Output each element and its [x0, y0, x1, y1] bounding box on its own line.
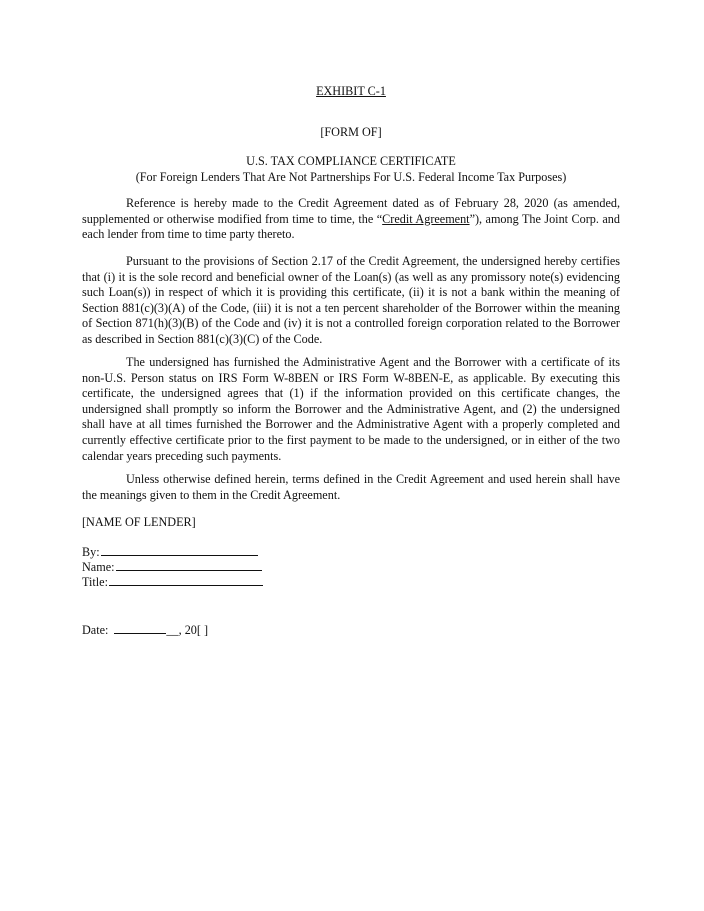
paragraph-furnished-form: The undersigned has furnished the Administrative Agent and the Borrower with a certificate of its non-U.S. Person status on IRS Form W-8BEN or IRS Form W-8BEN-E, as applicable. By executing this certificate, the undersigned agrees that (1) if the information provided on this certificate changes, the undersigned shall promptly so inform the Borrower and the Administrative Agent, and (2) the undersigned shall have at all times furnished the Borrower and the Administrative Agent with a properly completed and currently effective certificate prior to the first payment to be made to the undersigned, or in either of the two calendar years preceding such payments. — [82, 355, 620, 463]
paragraph-reference-text-end: ”), among The Joint Corp. and each lender from time to time party thereto. — [82, 211, 620, 242]
name-blank[interactable] — [116, 559, 262, 571]
certificate-title-line1: U.S. TAX COMPLIANCE CERTIFICATE — [246, 154, 456, 168]
signature-title-line — [82, 574, 282, 590]
lender-name-placeholder: [NAME OF LENDER] — [82, 515, 196, 529]
date-month-blank[interactable] — [114, 622, 166, 634]
title-blank[interactable] — [109, 574, 263, 586]
date-year-text: __, 20[ ] — [166, 623, 209, 637]
certificate-title — [82, 154, 620, 185]
exhibit-heading: EXHIBIT C-1 — [316, 84, 386, 98]
name-label: Name: — [82, 560, 115, 574]
title-label: Title: — [82, 575, 108, 589]
by-blank[interactable] — [101, 544, 258, 556]
paragraph-reference — [82, 196, 620, 243]
paragraph-certification: Pursuant to the provisions of Section 2.17 of the Credit Agreement, the undersigned hereby certifies that (i) it is the sole record and beneficial owner of the Loan(s) (as well as any promissory note(s) evidencing such Loan(s)) in respect of which it is providing this certificate, (ii) it is not a bank within the meaning of Section 881(c)(3)(A) of the Code, (iii) it is not a ten percent shareholder of the Borrower within the meaning of Section 871(h)(3)(B) of the Code and (iv) it is not a controlled foreign corporation related to the Borrower as described in Section 881(c)(3)(C) of the Code. — [82, 254, 620, 346]
date-label: Date: — [82, 623, 109, 637]
defined-term-credit-agreement: Credit Agreement — [382, 211, 470, 226]
certificate-title-line2: (For Foreign Lenders That Are Not Partnerships For U.S. Federal Income Tax Purposes) — [135, 169, 567, 184]
paragraph-reference-text-start: Reference is hereby made to the Credit Agreement dated as of February 28, 2020 (as amended, supplemented or otherwise modified from time to time, the “ — [82, 196, 620, 226]
date-line — [82, 622, 208, 639]
paragraph-definitions: Unless otherwise defined herein, terms defined in the Credit Agreement and used herein shall have the meanings given to them in the Credit Agreement. — [82, 472, 620, 502]
form-of-label: [FORM OF] — [320, 125, 382, 139]
by-label: By: — [82, 545, 100, 559]
signature-name-line — [82, 559, 282, 575]
signature-by-line — [82, 544, 282, 560]
